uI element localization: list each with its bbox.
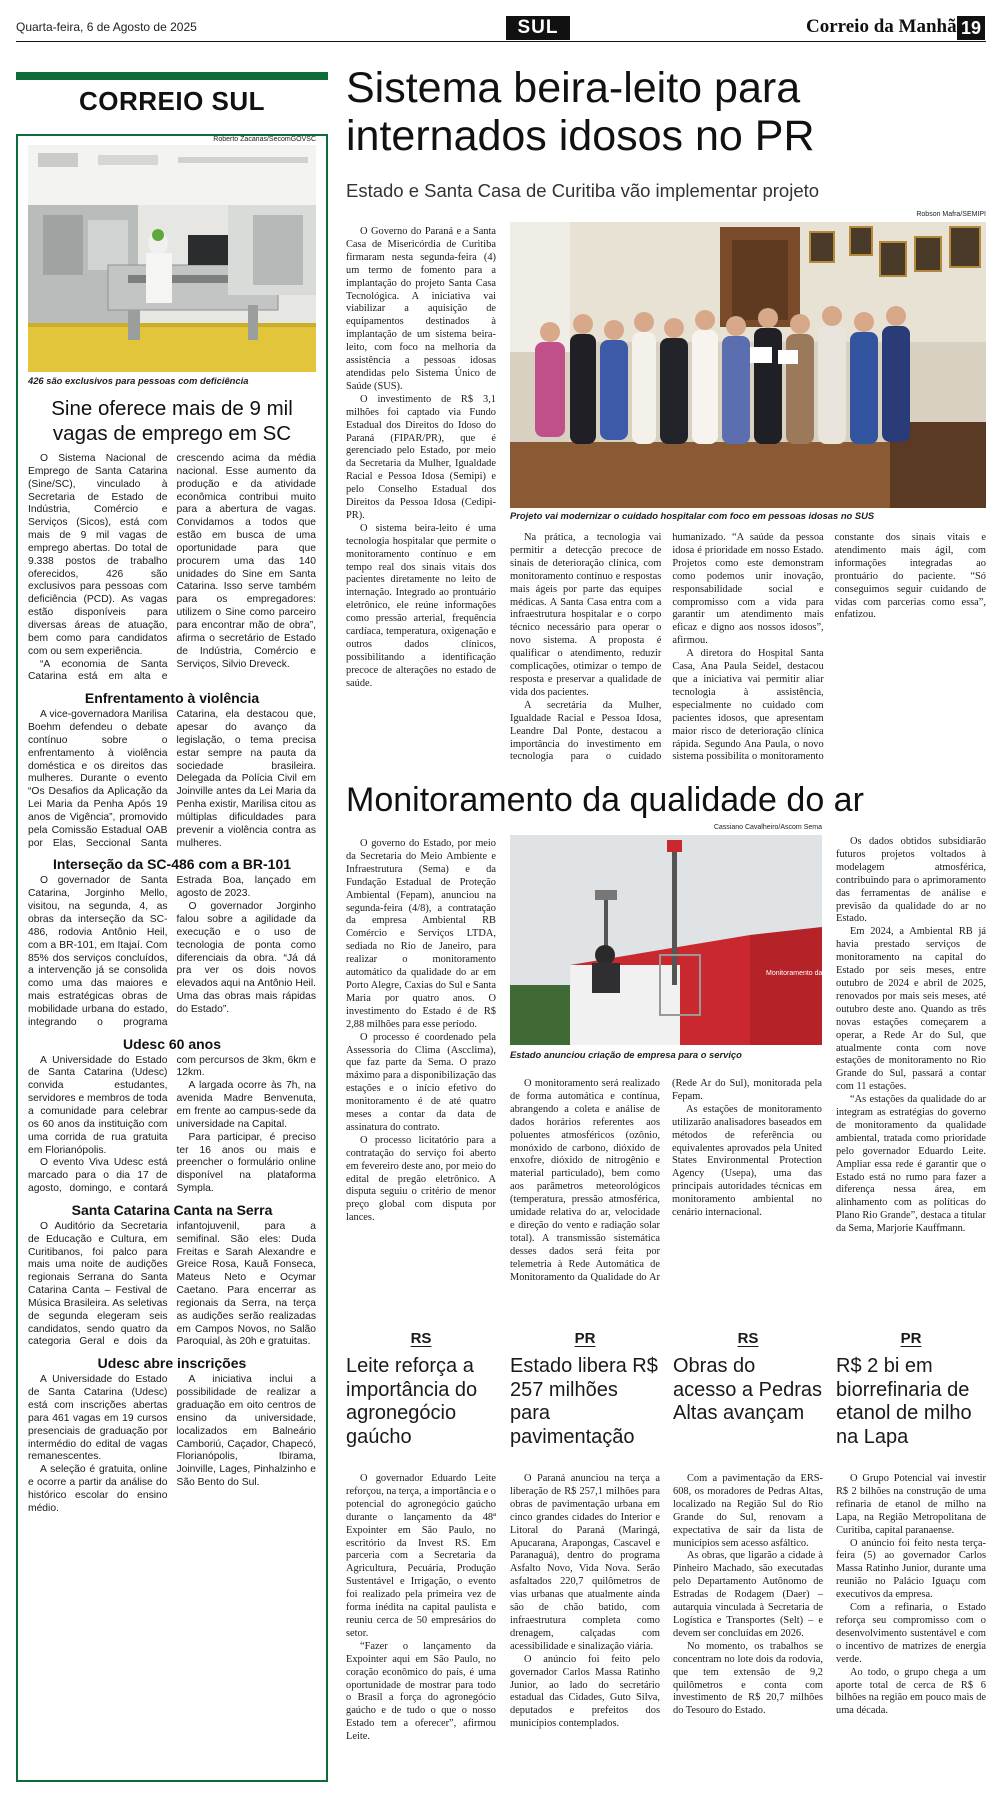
air-col-right: Os dados obtidos subsidiarão futuros projetos voltados à modelagem atmosférica, contribuindo para o aprimoramento das ferramentas de análise e previsão da qualidade do ar no Estado. Em 2024, a Ambiental RB já havia prestado serviços de monitoramento na capital do Estado por seis meses, entre outubro de 2024 e abril de 2025, renovados por mais seis meses, até outubro deste ano. Quando as três novas estações começarem a operar, a Rede Ar do Sul, que atualmente conta com nove estações de monitoramento no Rio Grande do Sul, passará a contar com 11 estações. “As estações da qualidade do ar integram as estratégias do governo de monitoramento da qualidade ambiental, tratada como prioridade pelo governador Eduardo Leite. Ampliar essa rede é garantir que o Estado está no rumo para fazer a diferença nessa área, em alinhamento com as políticas do Plano Rio Grande”, destaca a titular da Sema, Marjorie Kauffmann.	[836, 836, 986, 1235]
lead-headline: Sistema beira-leito para internados idosos no PR	[346, 64, 815, 160]
header-date: Quarta-feira, 6 de Agosto de 2025	[16, 20, 197, 34]
sidebar-title: CORREIO SUL	[78, 86, 266, 116]
header-rule	[16, 41, 986, 42]
brief-body: O Grupo Potencial vai investir R$ 2 bilhões na construção de uma refinaria de etanol de milho na Lapa, na Região Metropolitana de Curitiba, capital paranaense. O anúncio foi feito nesta terça-feira (5) ao governador Carlos Massa Ratinho Junior, durante uma reunião no Palácio Iguaçu com executivos da empresa. Com a refinaria, o Estado reforça seu compromisso com o desenvolvimento sustentável e com o incentivo de matrizes de energia verde. Ao todo, o grupo chega a um aporte total de cerca de R$ 6 bilhões na região em pouco mais de uma década.	[836, 1473, 986, 1717]
air-photo-caption: Estado anunciou criação de empresa para o serviço	[510, 1049, 742, 1060]
section-body-udesc60: A Universidade do Estado de Santa Catarina (Udesc) convida estudantes, servidores e membros de toda a comunidade para celebrar os 60 anos da instituição com uma corrida de rua gratuita em Florianópolis. O evento Viva Udesc está marcado para o dia 17 de agosto, domingo, e contará com percursos de 3km, 6km e 12km. A largada ocorre às 7h, na avenida Madre Benvenuta, em frente ao campus-sede da universidade na Capital. Para participar, é preciso ter 16 anos ou mais e preencher o formulário online disponível na plataforma Sympla.	[28, 1054, 316, 1195]
section-body-intersecao: O governador de Santa Catarina, Jorginho Mello, visitou, na segunda, 4, as obras da interseção da SC-486, rodovia Antônio Heil, com a BR-101, em Itajaí. Com 85% dos serviços concluídos, a intervenção já se consolida como uma das maiores e mais estratégicas obras de mobilidade urbana do estado, integrando o programa Estrada Boa, lançado em agosto de 2023. O governador Jorginho falou sobre a agilidade da execução e o uso de tecnologia de ponta como diferenciais da obra. “Já dá pra ver os dois novos elevados aqui na Antônio Heil. Uma das obras mais rápidas do Estado”.	[28, 875, 316, 1028]
photo-credit: Roberto Zacarias/SecomGOVSC	[213, 136, 316, 143]
brief-rs-agro	[346, 1330, 496, 1744]
newspaper-logo: Correio da Manhã	[806, 16, 957, 37]
ceremony-photo	[510, 222, 986, 508]
sidebar-top-bar	[16, 72, 328, 80]
brief-headline: R$ 2 bi em biorrefinaria de etanol de milho na Lapa	[836, 1355, 972, 1448]
lead-photo-credit: Robson Mafra/SEMIPI	[916, 211, 986, 218]
brief-pr-etanol	[836, 1330, 986, 1718]
brief-body: O governador Eduardo Leite reforçou, na terça, a importância e o potencial do agronegócio gaúcho durante o lançamento da 48ª Expointer em São Paulo, no escritório da Invest RS. Em parceria com a Secretaria da Agricultura, Pecuária, Produção Sustentável e Irrigação, o evento foi realizado pela primeira vez de forma inédita na capital paulista e reuniu cerca de 50 empresários do setor. “Fazer o lançamento da Expointer aqui em São Paulo, no coração econômico do país, é uma oportunidade de mostrar para todo o Brasil a força do agronegócio gaúcho e de tudo o que o nosso Estado tem a oferecer”, afirmou Leite.	[346, 1473, 497, 1743]
brief-tag: RS	[737, 1330, 759, 1347]
brief-headline: Estado libera R$ 257 milhões para pavimentação	[510, 1355, 658, 1448]
brief-tag: PR	[900, 1330, 922, 1347]
lead-subhead: Estado e Santa Casa de Curitiba vão implementar projeto	[346, 180, 820, 201]
section-title-inscricoes: Udesc abre inscrições	[97, 1355, 247, 1372]
lead-col-rest: Na prática, a tecnologia vai permitir a detecção precoce de sinais de deterioração clínica, com monitoramento contínuo e respostas mais ágeis por parte das equipes médicas. A Santa Casa entra com a infraestrutura hospitalar e o corpo técnico necessário para operar o novo sistema. A proposta é qualificar o atendimento, reduzir complicações, otimizar o tempo de resposta e preservar a qualidade de vida dos pacientes. A secretária da Mulher, Igualdade Racial e Pessoa Idosa, Leandre Dal Ponte, destacou a importância do investimento em tecnologia para o cuidado humanizado. “A saúde da pessoa idosa é prioridade em nosso Estado. Projetos como este demonstram como podemos unir inovação, responsabilidade social e compromisso com a vida para garantir um atendimento mais eficaz e digno aos nossos idosos”, afirmou. A diretora do Hospital Santa Casa, Ana Paula Seidel, destacou que a iniciativa vai permitir aliar tecnologia à assistência, especialmente no cuidado com pacientes idosos, que apresentam maior risco de deterioração clínica rápida. Segundo Ana Paula, o novo sistema possibilita o monitoramento constante dos sinais vitais e atendimento mais ágil, com informações integradas ao prontuário do paciente. “Só conseguimos seguir cuidando de vidas com parcerias como essa”, enfatizou.	[510, 532, 986, 763]
section-title-canta: Santa Catarina Canta na Serra	[71, 1201, 273, 1218]
air-photo-credit: Cassiano Cavalheiro/Ascom Sema	[713, 824, 822, 831]
monitoring-photo	[510, 835, 873, 1045]
sidebar-headline: Sine oferece mais de 9 mil vagas de emprego em SC	[51, 397, 293, 445]
section-title-violencia: Enfrentamento à violência	[84, 690, 260, 707]
air-headline: Monitoramento da qualidade do ar	[346, 781, 864, 819]
brief-headline: Obras do acesso a Pedras Altas avançam	[673, 1355, 822, 1424]
page-number: 19	[957, 16, 985, 40]
lead-col-left: O Governo do Paraná e a Santa Casa de Misericórdia de Curitiba firmaram nesta segunda-feira (4) um termo de fomento para a implantação do projeto Santa Casa Tecnológica. A iniciativa vai viabilizar a aquisição de equipamentos destinados à implantação de um sistema beira-leito, com foco na melhoria da assistência a pessoas idosas atendidas pelo Sistema Único de Saúde (SUS). O investimento de R$ 3,1 milhões foi captado via Fundo Estadual dos Direitos do Idoso do Paraná (FIPAR/PR), que é gerenciado pelo Estado, por meio da Secretaria da Mulher, Igualdade Racial e Pessoa Idosa (Semipi) e pelo Conselho Estadual dos Direitos da Pessoa Idosa (Cedipi-PR). O sistema beira-leito é uma tecnologia hospitalar que permite o monitoramento contínuo e em tempo real dos sinais vitais dos pacientes diretamente no leito de internação. Integrado ao prontuário eletrônico, ele reúne informações como pressão arterial, frequência cardíaca, temperatura, oxigenação e outros dados clínicos, possibilitando a identificação precoce de alterações no estado de saúde.	[346, 226, 496, 689]
brief-body: Com a pavimentação da ERS-608, os moradores de Pedras Altas, localizado na Região Sul do Rio Grande do Sul, renovam a expectativa de sair da lista de municípios sem acesso asfáltico. As obras, que ligarão a cidade à Pinheiro Machado, são executadas pelo Departamento Autônomo de Estradas de Rodagem (Daer) – autarquia vinculada à Secretaria de Logística e Transportes (Selt) – e devem ser concluídas em 2026. No momento, os trabalhos se concentram no lote dois da rodovia, que tem extensão de 9,2 quilômetros e conta com investimento de R$ 20,7 milhões do Tesouro do Estado.	[673, 1473, 823, 1717]
sidebar-body: O Sistema Nacional de Emprego de Santa Catarina (Sine/SC), vinculado à Secretaria de Estado de Indústria, Comércio e Serviços (Sicos), está com mais de 9 mil vagas de emprego abertas. Do total de 9.338 postos de trabalho oferecidos, 426 são exclusivos para pessoas com deficiência (PCD). As vagas estão disponíveis para diversas áreas de atuação, bem como para candidatos com ou sem experiência. “A economia de Santa Catarina está em alta e crescendo acima da média nacional. Esse aumento da produção e da atividade econômica contribui muito para a abertura de vagas. Convidamos a todos que estão em busca de uma oportunidade para que procurem uma das 140 unidades do Sine em Santa Catarina. Isso serve também para os empregadores: utilizem o Sine como parceiro para encontrar mão de obra”, afirma o secretário de Estado de Indústria, Comércio e Serviços, Silvio Dreveck.	[28, 453, 316, 683]
sidebar-content	[28, 136, 316, 1516]
section-title-udesc60: Udesc 60 anos	[122, 1035, 222, 1052]
photo-caption: 426 são exclusivos para pessoas com deficiência	[28, 375, 249, 386]
section-body-canta: O Auditório da Secretaria de Educação e Cultura, em Curitibanos, foi palco para mais uma noite de audições regionais Serrana do Santa Catarina Canta – Festival de Música Brasileira. As seletivas de segunda elegeram seis candidatos, sendo quatro da categoria Geral e dois da infantojuvenil, para a semifinal. São eles: Duda Freitas e Sarah Alexandre e Greice Rosa, Kauã Fonseca, Mateus Neto e Ocymar Caetano. Para encerrar as regionais da Serra, na terça as audições serão realizadas em Campos Novos, no Salão Paroquial, às 20h e gratuitas.	[28, 1220, 316, 1348]
brief-tag: RS	[410, 1330, 432, 1347]
section-title-intersecao: Interseção da SC-486 com a BR-101	[52, 856, 292, 873]
brief-headline: Leite reforça a importância do agronegócio gaúcho	[346, 1355, 478, 1448]
brief-rs-pedras-altas	[673, 1330, 823, 1718]
brief-pr-pavimentacao	[510, 1330, 660, 1731]
factory-photo	[28, 145, 316, 372]
lead-photo-caption: Projeto vai modernizar o cuidado hospitalar com foco em pessoas idosas no SUS	[510, 510, 875, 521]
section-body-inscricoes: A Universidade do Estado de Santa Catarina (Udesc) está com inscrições abertas para 461 vagas em 19 cursos presenciais de graduação por intermédio do edital de vagas remanescentes. A seleção é gratuita, online e ocorre a partir da análise do histórico escolar do ensino médio. A iniciativa inclui a possibilidade de realizar a graduação em oito centros de ensino da universidade, localizados em Balneário Camboriú, Caçador, Chapecó, Florianópolis, Ibirama, Joinville, Lages, Pinhalzinho e São Bento do Sul.	[28, 1374, 316, 1514]
truck-label: Monitoramento da qualidade do ar	[766, 970, 873, 977]
brief-body: O Paraná anunciou na terça a liberação de R$ 257,1 milhões para obras de pavimentação urbana em cinco grandes cidades do Interior e Litoral do Paraná (Maringá, Apucarana, Arapongas, Cascavel e Paranaguá), dentro do programa Asfalto Novo, Vida Nova. Serão asfaltados 220,7 quilômetros de vias urbanas que atualmente ainda são de chão batido, com infraestrutura completa como drenagem, calçadas com acessibilidade e sinalização viária. O anúncio foi feito pelo governador Carlos Massa Ratinho Junior, ao lado do secretário estadual das Cidades, Guto Silva, deputados e prefeitos dos municípios contemplados.	[510, 1473, 660, 1730]
section-label: SUL	[506, 16, 570, 40]
section-body-violencia: A vice-governadora Marilisa Boehm defendeu o debate contínuo sobre o enfrentamento à violência doméstica e os direitos das mulheres. Durante o evento “Os Desafios da Aplicação da Lei Maria da Penha Após 19 anos de Vigência”, promovido pela Comissão Estadual OAB por Elas, Seccional Santa Catarina, ela destacou que, apesar do avanço da legislação, o tema precisa estar sempre na pauta da sociedade brasileira. Delegada da Polícia Civil em Joinville antes da Lei Maria da Penha existir, Marilisa citou as múltiplas dificuldades para prevenir a violência contra as mulheres.	[28, 709, 316, 849]
brief-tag: PR	[574, 1330, 596, 1347]
air-col-mid: O monitoramento será realizado de forma automática e contínua, abrangendo a coleta e análise de dados horários referentes aos poluentes atmosféricos (ozônio, monóxido de carbono, dióxido de enxofre, dióxido de nitrogênio e material particulado), bem como aos parâmetros meteorológicos (temperatura, pressão atmosférica, umidade relativa do ar, velocidade e direção do vento e radiação solar total). A transmissão sistemática desses dados será feita por telemetria à Rede Automática de Monitoramento da Qualidade do Ar (Rede Ar do Sul), monitorada pela Fepam. As estações de monitoramento utilizarão analisadores baseados em métodos de referência ou equivalentes aprovados pela United States Environmental Protection Agency (Usepa), uma das principais autoridades técnicas em monitoramento ambiental no cenário internacional.	[510, 1078, 822, 1283]
air-col-left: O governo do Estado, por meio da Secretaria do Meio Ambiente e Infraestrutura (Sema) e da Fundação Estadual de Proteção Ambiental (Fepam), anunciou na segunda-feira (4/8), a contratação da empresa Ambiental RB Comércio e Serviços LTDA, sediada no Rio de Janeiro, para realizar o monitoramento automático da qualidade do ar em Porto Alegre, Caxias do Sul e Santa Maria por quatro anos. O investimento do Estado é de R$ 2,88 milhões para esse período. O processo é coordenado pela Assessoria do Clima (Ascclima), que faz parte da Sema. O prazo máximo para a disponibilização das estações e o início efetivo do monitoramento é de até quatro meses a contar da data de assinatura do contrato. O processo licitatório para a contratação do serviço foi aberto em fevereiro deste ano, por meio do edital de pregão eletrônico. A disputa seguiu o critério de menor preço global com disputa por lances.	[346, 838, 496, 1224]
